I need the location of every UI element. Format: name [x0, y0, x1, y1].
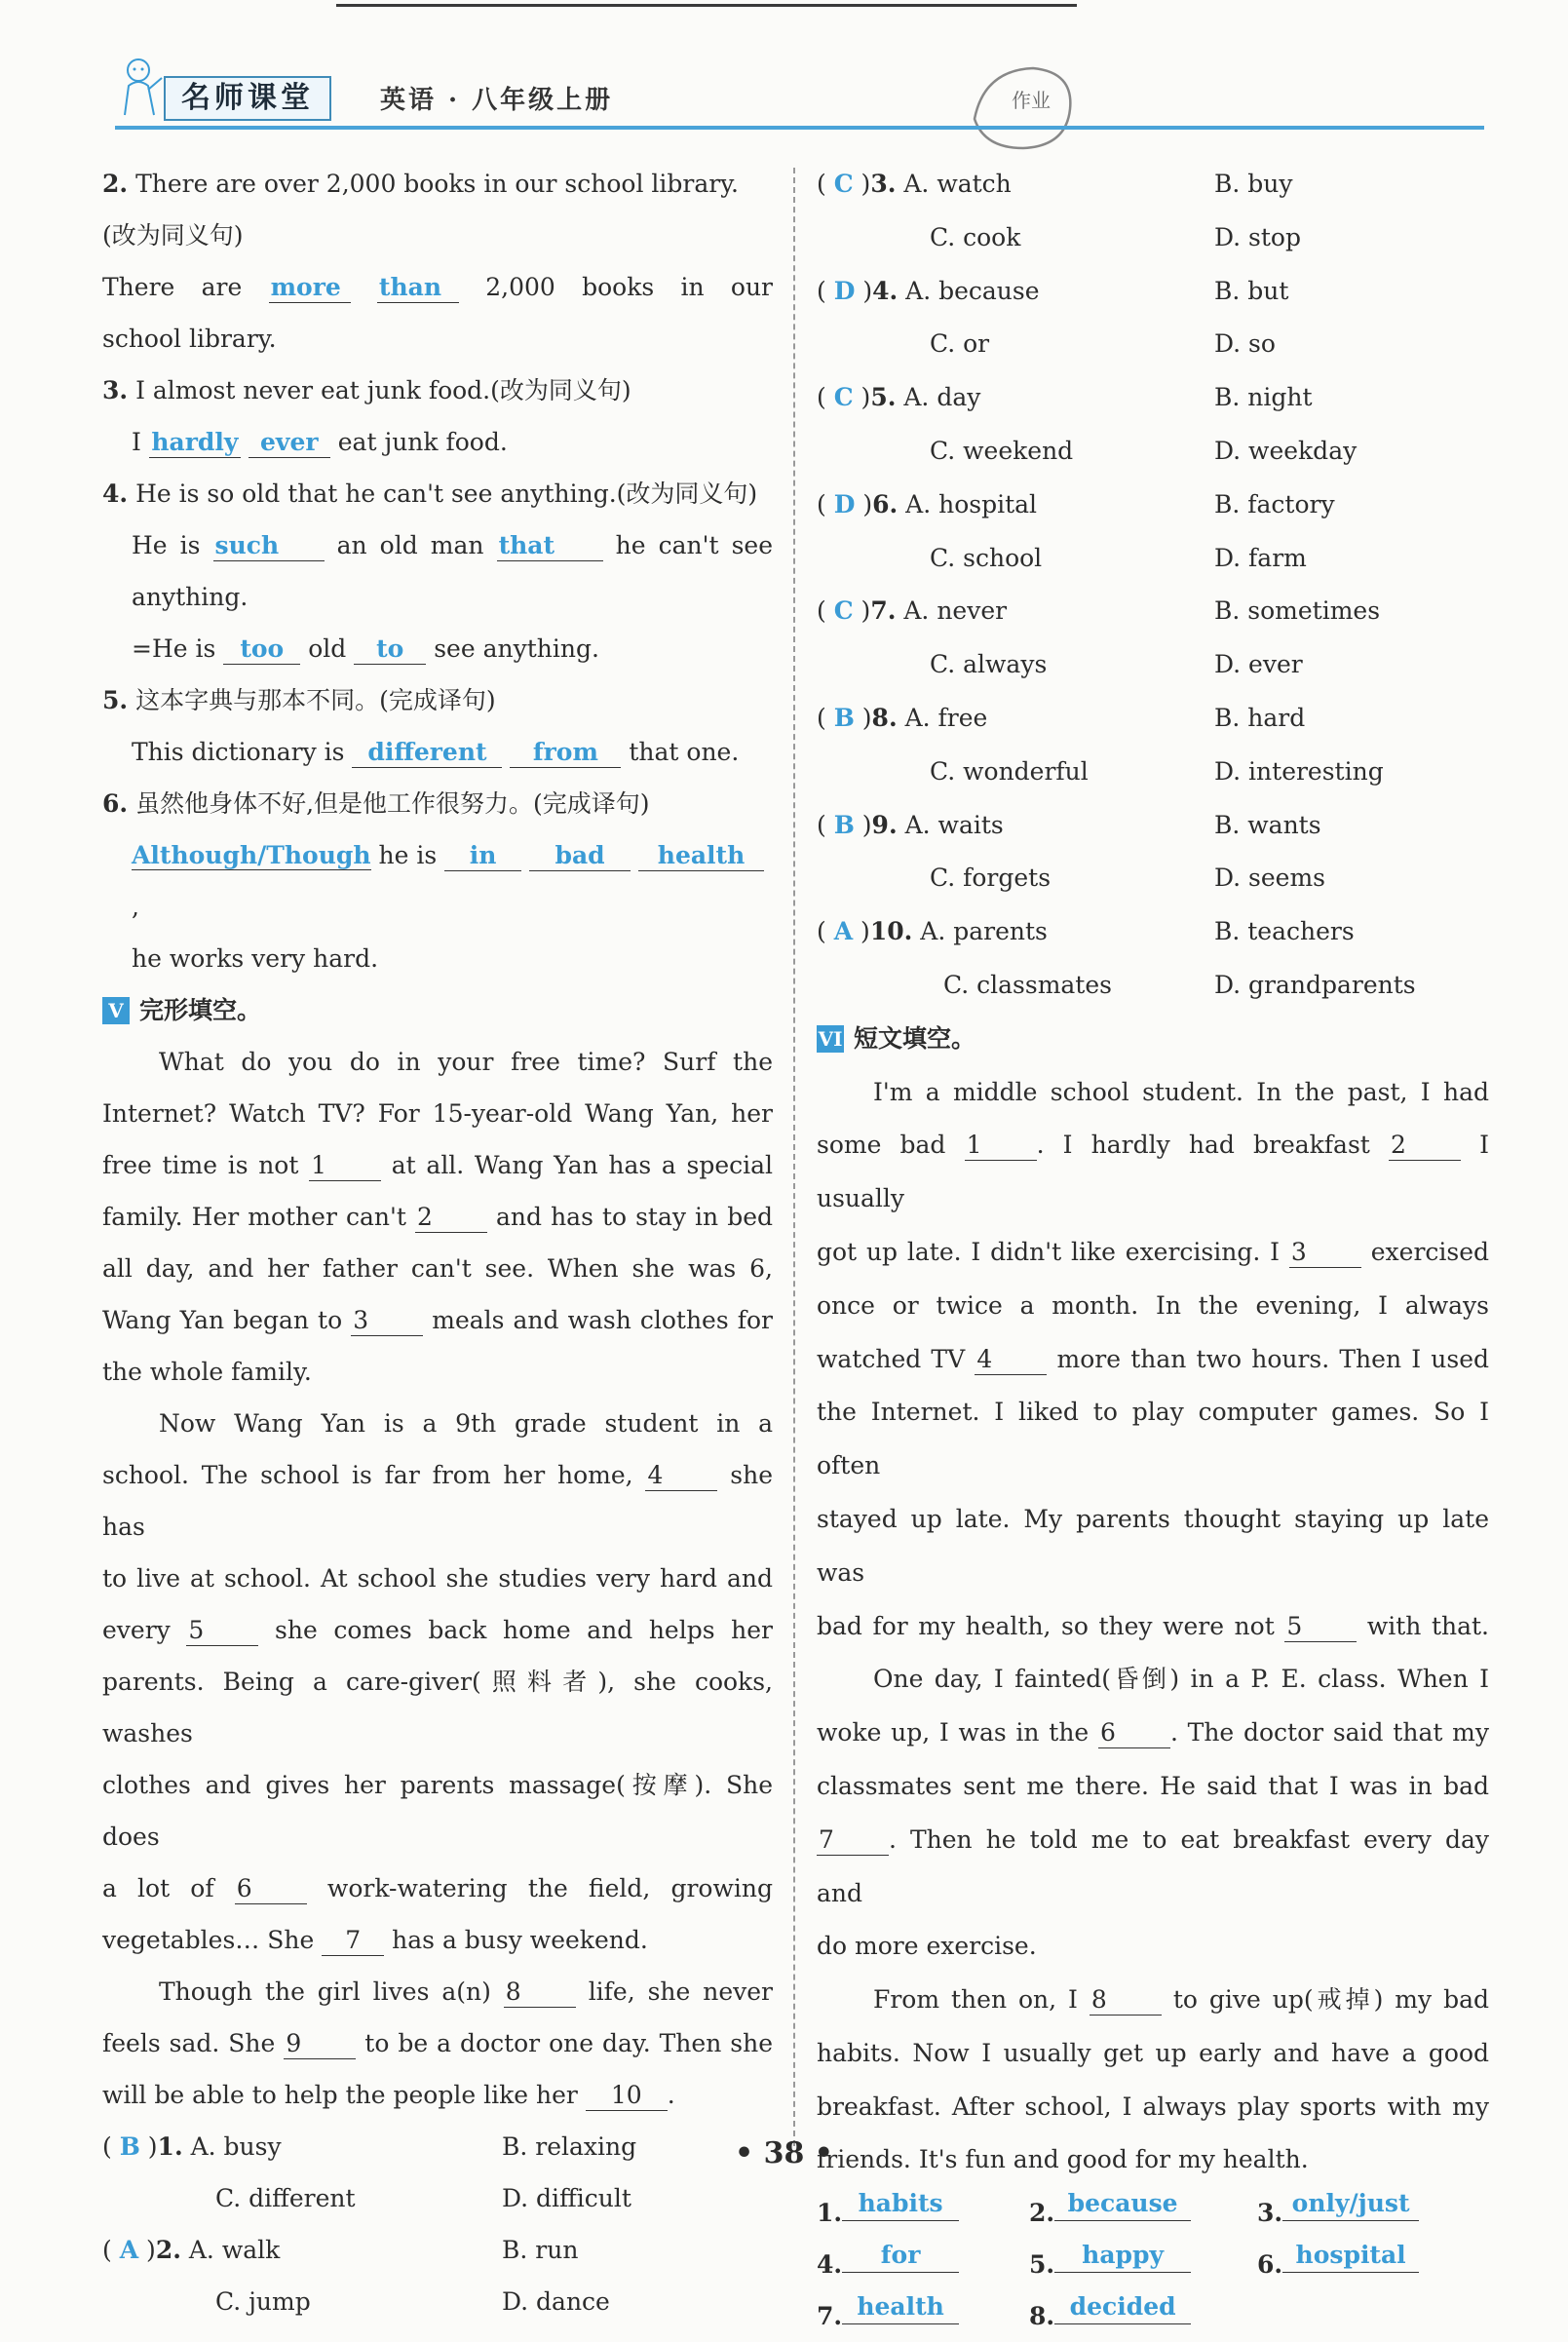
- question-4: 4. He is so old that he can't see anything.(改为同义句) He is such an old man that he can't see anything. =He is too old to see anything.: [102, 480, 773, 663]
- answer-blank: than: [377, 273, 459, 303]
- left-column: [102, 158, 773, 2327]
- choice-item: ( A )2. A. walk B. run: [102, 2236, 579, 2264]
- choice-item: C. cook D. stop: [930, 222, 1301, 251]
- answer-blank: more: [269, 273, 351, 303]
- answer-blank: to: [354, 634, 426, 665]
- stamp-label: 作业: [1012, 89, 1051, 112]
- question-2: 2. There are over 2,000 books in our school library. (改为同义句) There are more than 2,000 books in our school library.: [102, 170, 773, 353]
- choice-item: ( C )3. A. watch B. buy: [817, 170, 1293, 198]
- section-number: VI: [818, 1027, 843, 1052]
- answer-blank: different: [352, 738, 502, 768]
- homework-stamp-icon: [965, 60, 1082, 154]
- choice-item: ( B )9. A. waits B. wants: [817, 810, 1321, 839]
- answer-blank: for: [842, 2239, 959, 2273]
- cloze-choices-right: [817, 158, 1489, 1013]
- column-divider: [793, 168, 795, 2146]
- section-vi-heading: [817, 1013, 1489, 1066]
- short-passage: I'm a middle school student. In the past, I had some bad 1 . I hardly had breakfast 2 I usually got up late. I didn't like exercising. I 3 exercised once or twice a month. In the evening, I always watched TV 4 more than two hours. Then I used the Internet. I liked to play computer games. So I often stayed up late. My parents thought staying up late was bad for my health, so they were not 5 with that. One day, I fainted(昏倒) in a P. E. class. When I woke up, I was in the 6 . The doctor said that my classmates sent me there. He said that I was in bad 7 . Then he told me to eat breakfast every day and do more exercise. From then on, I 8 to give up(戒掉) my bad habits. Now I usually get up early and have a good breakfast. After school, I always play sports with my friends. It's fun and good for my health.: [817, 1077, 1490, 2174]
- answer-blank: such: [213, 531, 325, 561]
- passage-answers: [817, 2187, 1489, 2342]
- choice-item: C. classmates D. grandparents: [943, 970, 1416, 999]
- choice-item: ( C )7. A. never B. sometimes: [817, 596, 1381, 626]
- answer-row: 4. for 5. happy 6. hospital: [817, 2239, 1489, 2290]
- choice-item: C. or D. so: [930, 329, 1276, 359]
- page-header: [0, 0, 1568, 136]
- answer-blank: habits: [842, 2187, 959, 2221]
- page-number: • 38 •: [735, 2136, 833, 2170]
- answer-blank: hardly: [149, 428, 241, 458]
- question-5: 5. 这本字典与那本不同。(完成译句) This dictionary is different from that one.: [102, 686, 740, 766]
- choice-item: C. jump D. dance: [215, 2287, 610, 2316]
- cloze-passage: What do you do in your free time? Surf the Internet? Watch TV? For 15-year-old Wang Yan, her free time is not 1 at all. Wang Yan has a special family. Her mother can't 2 and has to stay in bed all day, and her father can't see. When she was 6, Wang Yan began to 3 meals and wash clothes for the whole family. Now Wang Yan is a 9th grade student in a school. The school is far from her home, 4 she has to live at school. At school she studies very hard and every 5 she comes back home and helps her parents. Being a care-giver(照料者), she cooks, washes clothes and gives her parents massage(按摩). She does a lot of 6 work-watering the field, growing vegetables… She 7 has a busy weekend. Though the girl lives a(n) 8 life, she never feels sad. She 9 to be a doctor one day. Then she will be able to help the people like her 10 .: [102, 1048, 774, 2109]
- answer-blank: only/just: [1282, 2187, 1419, 2221]
- choice-item: ( A )10. A. parents B. teachers: [817, 917, 1355, 946]
- choice-item: ( D )6. A. hospital B. factory: [817, 489, 1335, 518]
- choice-item: C. school D. farm: [930, 543, 1307, 572]
- choice-item: ( B )8. A. free B. hard: [817, 703, 1306, 732]
- answer-blank: happy: [1054, 2239, 1191, 2273]
- answer-blank: that: [497, 531, 603, 561]
- answer-blank: too: [223, 634, 300, 665]
- answer-blank: Although/Though: [132, 841, 371, 869]
- answer-blank: from: [510, 738, 621, 768]
- right-column: [817, 158, 1489, 2342]
- answer-row: 1. habits 2. because 3. only/just: [817, 2187, 1489, 2239]
- choice-item: ( D )4. A. because B. but: [817, 276, 1289, 305]
- header-rule: [115, 126, 1484, 130]
- answer-blank: health: [638, 841, 764, 871]
- answer-row: 7. health 8. decided: [817, 2290, 1489, 2342]
- section-number: V: [102, 997, 130, 1024]
- section-v-heading: [102, 984, 773, 1036]
- question-6: 6. 虽然他身体不好,但是他工作很努力。(完成译句) Although/Though he is in bad health , he works very hard.: [102, 778, 773, 984]
- mascot-icon: [115, 57, 166, 117]
- answer-blank: decided: [1054, 2290, 1191, 2324]
- answer-blank: ever: [249, 428, 330, 458]
- answer-blank: bad: [529, 841, 631, 871]
- choice-item: C. weekend D. weekday: [930, 436, 1358, 465]
- answer-blank: because: [1054, 2187, 1191, 2221]
- answer-blank: in: [444, 841, 521, 871]
- answer-blank: hospital: [1282, 2239, 1419, 2273]
- section-title: 完形填空。: [139, 996, 262, 1024]
- choice-item: C. forgets D. seems: [930, 864, 1326, 893]
- subject-title: 英语 · 八年级上册: [380, 86, 614, 115]
- top-rule: [336, 4, 1077, 7]
- choice-item: C. always D. ever: [930, 650, 1303, 679]
- answer-blank: health: [842, 2290, 959, 2324]
- series-logo: 名师课堂: [164, 76, 331, 121]
- question-3: 3. I almost never eat junk food.(改为同义句) I hardly ever eat junk food.: [102, 376, 631, 456]
- choice-item: C. wonderful D. interesting: [930, 756, 1384, 786]
- choice-item: C. different D. difficult: [215, 2184, 631, 2212]
- choice-item: ( B )1. A. busy B. relaxing: [102, 2132, 637, 2161]
- section-title: 短文填空。: [854, 1023, 976, 1053]
- choice-item: ( C )5. A. day B. night: [817, 383, 1313, 412]
